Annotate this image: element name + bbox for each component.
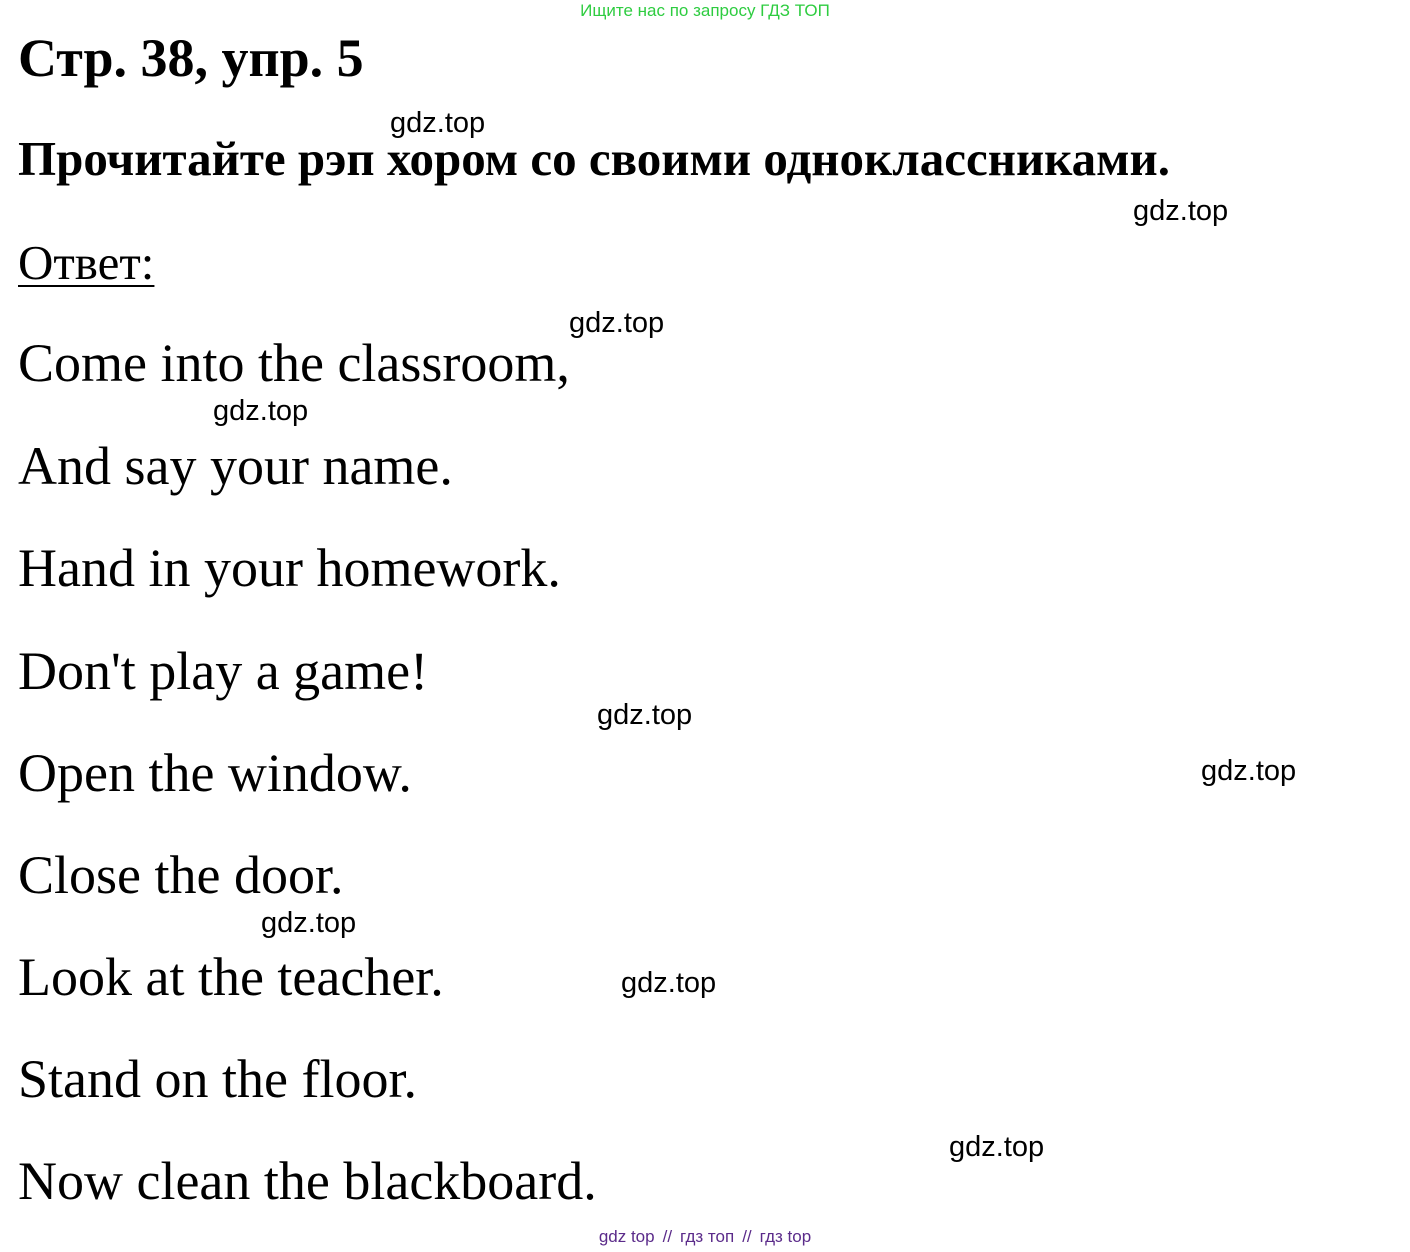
poem-line: Hand in your homework. (18, 538, 561, 598)
footer-separator: // (662, 1227, 673, 1246)
watermark: gdz.top (597, 699, 693, 731)
watermark: gdz.top (261, 907, 357, 939)
footer-link[interactable]: гдз топ (680, 1227, 735, 1246)
watermark: gdz.top (621, 967, 717, 999)
footer-links (0, 1226, 1410, 1248)
poem-line: Now clean the blackboard. (18, 1151, 597, 1211)
footer-link[interactable]: гдз top (759, 1227, 812, 1246)
poem-line: Stand on the floor. (18, 1049, 417, 1109)
watermark: gdz.top (949, 1131, 1045, 1163)
poem-line: Close the door. (18, 845, 344, 905)
poem-line: And say your name. (18, 436, 453, 496)
watermark: gdz.top (213, 395, 309, 427)
watermark: gdz.top (569, 307, 665, 339)
poem-line: Look at the teacher. (18, 947, 444, 1007)
footer-separator: // (742, 1227, 752, 1246)
poem-line: Come into the classroom, (18, 333, 570, 393)
watermark: gdz.top (1201, 755, 1297, 787)
page-title: Стр. 38, упр. 5 (18, 28, 364, 88)
footer-link[interactable]: gdz top (598, 1227, 655, 1246)
poem-line: Open the window. (18, 743, 412, 803)
answer-label: Ответ: (18, 235, 155, 290)
task-instruction: Прочитайте рэп хором со своими одноклассниками. (18, 131, 1171, 186)
watermark: gdz.top (390, 107, 486, 139)
top-banner: Ищите нас по запросу ГДЗ ТОП (580, 1, 830, 20)
watermark: gdz.top (1133, 195, 1229, 227)
poem-line: Don't play a game! (18, 641, 429, 701)
